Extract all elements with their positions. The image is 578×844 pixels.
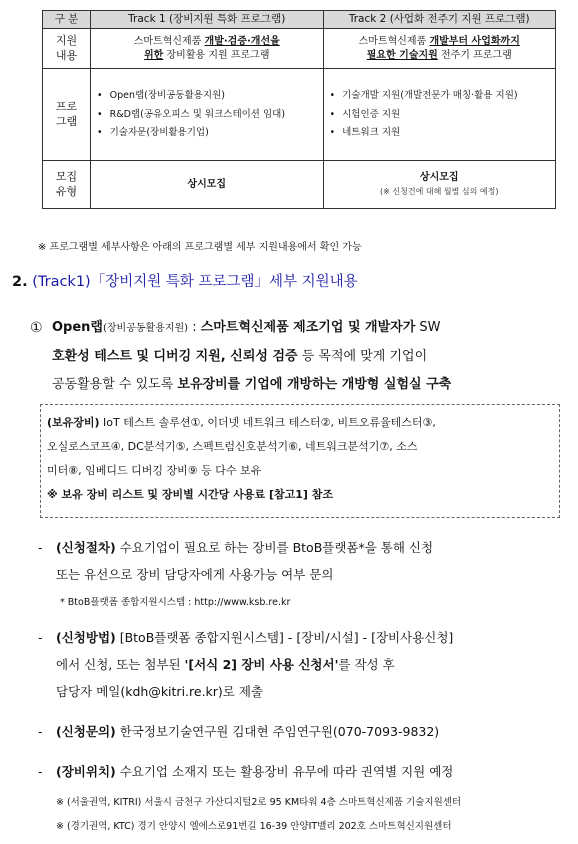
- track1-recruit: 상시모집: [91, 161, 324, 209]
- row-label-recruit: 모집 유형: [43, 161, 91, 209]
- header-category: 구 분: [43, 11, 91, 29]
- track2-recruit: 상시모집 (※ 신청건에 대해 월별 심의 예정): [323, 161, 556, 209]
- application-method: - (신청방법) [BtoB플랫폼 종합지원시스템] - [장비/시설] - [장비사용신청] 에서 신청, 또는 첨부된 '[서식 2] 장비 사용 신청서'를 작성 후 담당자 메일(kdh@kitri.re.kr)로 제출: [38, 630, 454, 699]
- list-item: • Open랩(장비공동활용지원): [97, 91, 323, 101]
- track2-programs: [323, 69, 556, 161]
- gyeonggi-location-note: ※ (경기권역, KTC) 경기 안양시 엘에스로91번길 16-39 안양IT밸리 202호 스마트혁신지원센터: [56, 821, 452, 832]
- list-item: • 네트워크 지원: [330, 128, 556, 138]
- program-table: [42, 10, 556, 209]
- list-item: • 시험인증 지원: [330, 110, 556, 120]
- table-note: ※ 프로그램별 세부사항은 아래의 프로그램별 세부 지원내용에서 확인 가능: [38, 242, 362, 253]
- platform-note: * BtoB플랫폼 종합지원시스템 : http://www.ksb.re.kr: [60, 597, 291, 608]
- open-lab-item: ① Open랩(장비공동활용지원) : 스마트혁신제품 제조기업 및 개발자가 SW 호환성 테스트 및 디버깅 지원, 신뢰성 검증 등 목적에 맞게 기업이 공동활용할 수 있도록 보유장비를 기업에 개방하는 개방형 실험실 구축: [30, 314, 560, 399]
- track2-content: 스마트혁신제품 개발부터 사업화까지 필요한 기술지원 전주기 프로그램: [323, 29, 556, 69]
- application-procedure: - (신청절차) 수요기업이 필요로 하는 장비를 BtoB플랫폼*을 통해 신청 또는 유선으로 장비 담당자에게 사용가능 여부 문의: [38, 540, 434, 582]
- equipment-location: - (장비위치) 수요기업 소재지 또는 활용장비 유무에 따라 권역별 지원 예정: [38, 764, 454, 779]
- track1-content: 스마트혁신제품 개발·검증·개선을 위한 장비활용 지원 프로그램: [91, 29, 324, 69]
- track1-programs: [91, 69, 324, 161]
- list-item: • R&D랩(공유오피스 및 워크스테이션 임대): [97, 110, 323, 120]
- application-inquiry: - (신청문의) 한국정보기술연구원 김대현 주임연구원(070-7093-9832): [38, 724, 440, 739]
- row-label-program: 프로 그램: [43, 69, 91, 161]
- list-item: • 기술자문(장비활용기업): [97, 128, 323, 138]
- equipment-box: (보유장비) IoT 테스트 솔루션①, 이더넷 네트워크 테스터②, 비트오류율테스터③, 오실로스코프④, DC분석기⑤, 스펙트럼신호분석기⑥, 네트워크분석기⑦, 소스 미터⑧, 임베디드 디버깅 장비⑨ 등 다수 보유 ※ 보유 장비 리스트 및 장비별 시간당 사용료 [참고1] 참조: [40, 404, 560, 518]
- row-label-content: 지원 내용: [43, 29, 91, 69]
- list-item: • 기술개발 지원(개발전문가 매칭·활용 지원): [330, 91, 556, 101]
- seoul-location-note: ※ (서울권역, KITRI) 서울시 금천구 가산디지털2로 95 KM타워 4층 스마트혁신제품 기술지원센터: [56, 797, 462, 808]
- header-track1: Track 1 (장비지원 특화 프로그램): [91, 11, 324, 29]
- item-number: ①: [30, 320, 43, 336]
- header-track2: Track 2 (사업화 전주기 지원 프로그램): [323, 11, 556, 29]
- section-heading: 2. (Track1)「장비지원 특화 프로그램」세부 지원내용: [12, 274, 358, 290]
